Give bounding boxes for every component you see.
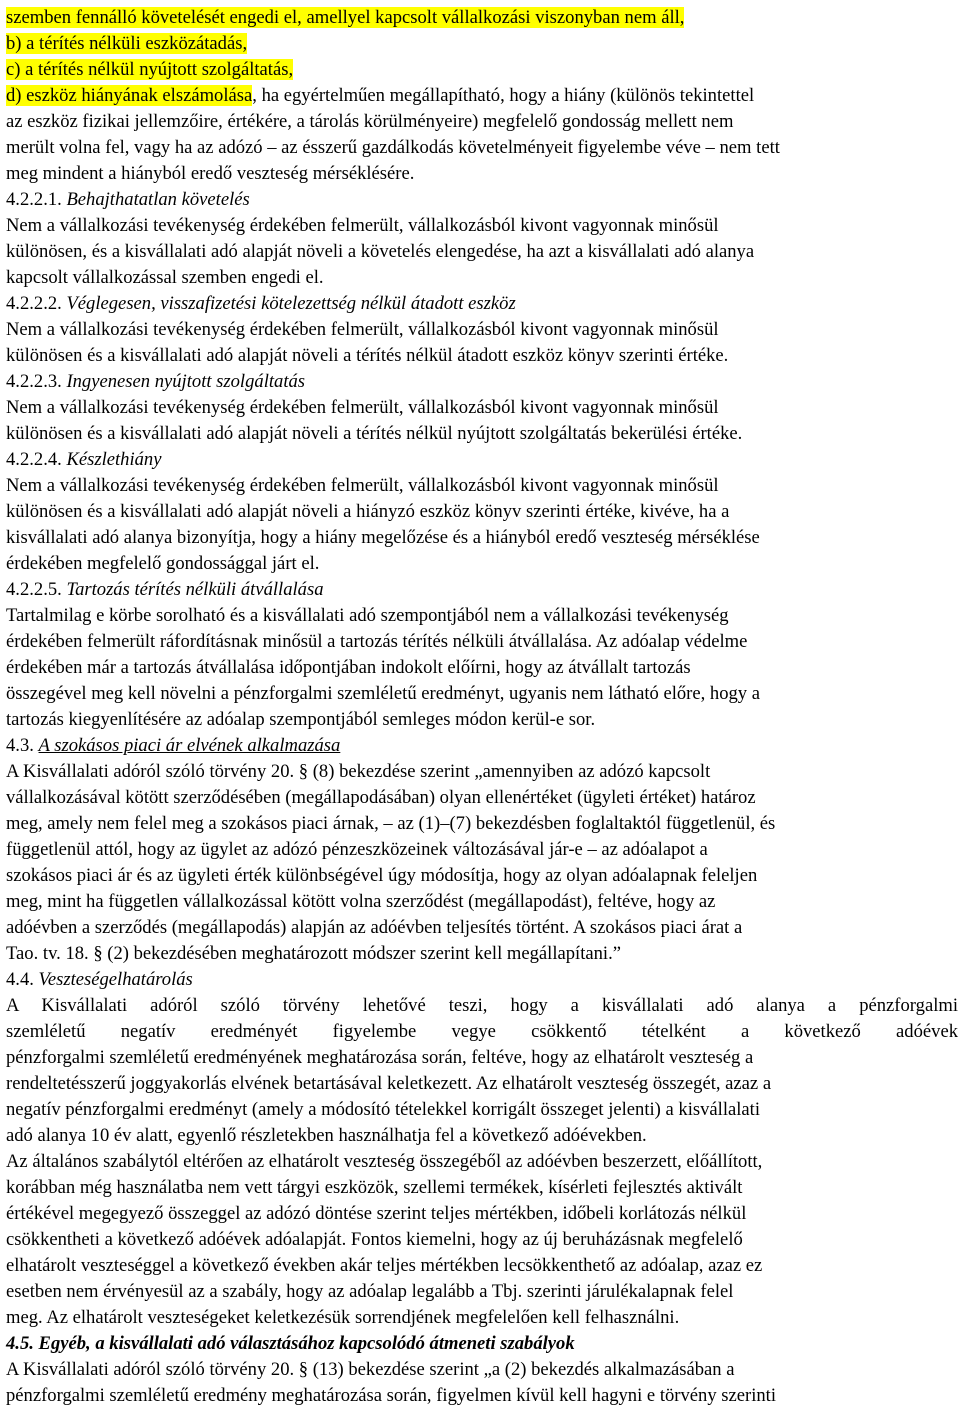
- body-text: Tartalmilag e körbe sorolható és a kisvállalati adó szempontjából nem a vállalkozási tevékenység: [6, 605, 729, 626]
- body-text: érdekében már a tartozás átvállalása időpontjában indokolt előírni, hogy az átvállalt tartozás: [6, 657, 691, 678]
- body-text: különösen és a kisvállalati adó alapját növeli a térítés nélkül átadott eszköz könyv szerinti értéke.: [6, 345, 729, 366]
- text-line: [6, 369, 958, 395]
- section-number: 4.2.2.3.: [6, 371, 67, 392]
- section-heading: Véglegesen, visszafizetési kötelezettség nélkül átadott eszköz: [66, 293, 516, 314]
- body-text: érdekében felmerült ráfordításnak minősül a tartozás térítés nélküli átvállalása. Az adóalap védelme: [6, 631, 748, 652]
- body-text: különösen, és a kisvállalati adó alapját növeli a követelés elengedése, ha azt a kisvállalati adó alanya: [6, 241, 755, 262]
- body-text: adóévben a szerződés (megállapodás) alapján az adóévben teljesítés történt. A szokásos piaci árat a: [6, 917, 743, 938]
- text-line: [6, 31, 958, 57]
- body-text: az eszköz fizikai jellemzőire, értékére, a tárolás körülményeire) megfelelő gondosság mellett nem: [6, 111, 734, 132]
- body-text: kapcsolt vállalkozással szemben engedi el.: [6, 267, 324, 288]
- body-text: Nem a vállalkozási tevékenység érdekében felmerült, vállalkozásból kivont vagyonnak minősül: [6, 215, 719, 236]
- text-line: [6, 655, 958, 681]
- text-line: [6, 1149, 958, 1175]
- text-line: [6, 57, 958, 83]
- text-line: [6, 837, 958, 863]
- text-line: [6, 395, 958, 421]
- text-line: [6, 421, 958, 447]
- text-line: [6, 161, 958, 187]
- text-line: [6, 1357, 958, 1383]
- text-line: [6, 213, 958, 239]
- text-line: [6, 863, 958, 889]
- body-text: A Kisvállalati adóról szóló törvény lehetővé teszi, hogy a kisvállalati adó alanya a pénzforgalmi: [6, 995, 958, 1016]
- text-line: [6, 603, 958, 629]
- text-line: [6, 1279, 958, 1305]
- text-line: [6, 499, 958, 525]
- text-line: [6, 109, 958, 135]
- body-text: pénzforgalmi szemléletű eredményének meghatározása során, feltéve, hogy az elhatárolt veszteség a: [6, 1047, 754, 1068]
- body-text: adó alanya 10 év alatt, egyenlő részletekben használhatja fel a következő adóévekben.: [6, 1125, 647, 1146]
- text-line: [6, 187, 958, 213]
- text-line: [6, 525, 958, 551]
- text-line: [6, 291, 958, 317]
- text-line: [6, 343, 958, 369]
- body-text: meg, mint ha független vállalkozással kötött volna szerződést (megállapodást), feltéve, hogy az: [6, 891, 716, 912]
- body-text: értékével megegyező összeggel az adózó döntése szerint teljes mértékben, időbeli korlátozás nélkül: [6, 1203, 747, 1224]
- body-text: tartozás kiegyenlítésére az adóalap szempontjából semleges módon kerül-e sor.: [6, 709, 596, 730]
- body-text: korábban még használatba nem vett tárgyi eszközök, szellemi termékek, kísérleti fejlesztés aktivált: [6, 1177, 743, 1198]
- text-line: [6, 1305, 958, 1331]
- section-number: 4.2.2.5.: [6, 579, 67, 600]
- body-text: érdekében megfelelő gondossággal járt el.: [6, 553, 320, 574]
- body-text: vállalkozásával kötött szerződésében (megállapodásában) olyan ellenértéket (ügyleti értéket) határoz: [6, 787, 756, 808]
- text-line: [6, 1045, 958, 1071]
- document-page: [6, 5, 958, 1409]
- section-heading: 4.5. Egyéb, a kisvállalati adó választásához kapcsolódó átmeneti szabályok: [6, 1333, 575, 1354]
- highlighted-text: szemben fennálló követelését engedi el, amellyel kapcsolt vállalkozási viszonyban nem áll,: [6, 7, 685, 28]
- text-line: [6, 785, 958, 811]
- section-heading: Készlethiány: [66, 449, 162, 470]
- text-line: [6, 967, 958, 993]
- text-line: [6, 759, 958, 785]
- text-line: [6, 1383, 958, 1409]
- body-text: Az általános szabálytól eltérően az elhatárolt veszteség összegéből az adóévben beszerzett, előállított,: [6, 1151, 763, 1172]
- text-line: [6, 1123, 958, 1149]
- text-line: [6, 473, 958, 499]
- text-line: [6, 1253, 958, 1279]
- body-text: A Kisvállalati adóról szóló törvény 20. § (13) bekezdése szerint „a (2) bekezdés alkalmazásában a: [6, 1359, 735, 1380]
- text-line: [6, 447, 958, 473]
- highlighted-text: c) a térítés nélkül nyújtott szolgáltatás,: [6, 59, 294, 80]
- body-text: Nem a vállalkozási tevékenység érdekében felmerült, vállalkozásból kivont vagyonnak minősül: [6, 397, 719, 418]
- body-text: merült volna fel, vagy ha az adózó – az ésszerű gazdálkodás követelményeit figyelembe véve – nem tett: [6, 137, 780, 158]
- text-line: [6, 1097, 958, 1123]
- text-line: [6, 1227, 958, 1253]
- text-line: [6, 577, 958, 603]
- text-line: [6, 1019, 958, 1045]
- body-text: kisvállalati adó alanya bizonyítja, hogy a hiány megelőzése és a hiányból eredő veszteség mérséklése: [6, 527, 760, 548]
- section-heading: Veszteségelhatárolás: [38, 969, 193, 990]
- section-number: 4.4.: [6, 969, 39, 990]
- text-line: [6, 1071, 958, 1097]
- text-line: [6, 629, 958, 655]
- section-heading: Behajthatatlan követelés: [66, 189, 250, 210]
- body-text: összegével meg kell növelni a pénzforgalmi szemléletű eredményt, ugyanis nem látható előre, hogy a: [6, 683, 761, 704]
- body-text: függetlenül attól, hogy az ügylet az adózó pénzeszközeinek változásával jár-e – az adóalapot a: [6, 839, 708, 860]
- text-line: [6, 733, 958, 759]
- body-text: különösen és a kisvállalati adó alapját növeli a hiányzó eszköz könyv szerinti értéke, kivéve, ha a: [6, 501, 730, 522]
- section-heading: Tartozás térítés nélküli átvállalása: [66, 579, 324, 600]
- section-number: 4.2.2.2.: [6, 293, 67, 314]
- body-text: meg, amely nem felel meg a szokásos piaci árnak, – az (1)–(7) bekezdésben foglaltaktól függetlenül, és: [6, 813, 776, 834]
- text-line: [6, 941, 958, 967]
- body-text: A Kisvállalati adóról szóló törvény 20. § (8) bekezdése szerint „amennyiben az adózó kapcsolt: [6, 761, 711, 782]
- text-line: [6, 551, 958, 577]
- text-line: [6, 1175, 958, 1201]
- text-line: [6, 707, 958, 733]
- section-number: 4.3.: [6, 735, 39, 756]
- text-line: [6, 1201, 958, 1227]
- highlighted-text: b) a térítés nélküli eszközátadás,: [6, 33, 248, 54]
- section-heading: Ingyenesen nyújtott szolgáltatás: [66, 371, 306, 392]
- body-text: Nem a vállalkozási tevékenység érdekében felmerült, vállalkozásból kivont vagyonnak minősül: [6, 475, 719, 496]
- text-line: [6, 915, 958, 941]
- text-line: [6, 811, 958, 837]
- body-text: , ha egyértelműen megállapítható, hogy a hiány (különös tekintettel: [252, 85, 755, 106]
- text-line: [6, 889, 958, 915]
- text-line: [6, 83, 958, 109]
- highlighted-text: d) eszköz hiányának elszámolása: [6, 85, 253, 106]
- body-text: meg mindent a hiányból eredő veszteség mérséklésére.: [6, 163, 415, 184]
- section-number: 4.2.2.1.: [6, 189, 67, 210]
- body-text: pénzforgalmi szemléletű eredmény meghatározása során, figyelmen kívül kell hagyni e törvény szerinti: [6, 1385, 776, 1406]
- text-line: [6, 135, 958, 161]
- text-line: [6, 1331, 958, 1357]
- body-text: negatív pénzforgalmi eredményt (amely a módosító tételekkel korrigált összeget jelenti) a kisvállalati: [6, 1099, 760, 1120]
- text-line: [6, 681, 958, 707]
- text-line: [6, 993, 958, 1019]
- section-number: 4.2.2.4.: [6, 449, 67, 470]
- body-text: szokásos piaci ár és az ügyleti érték különbségével úgy módosítja, hogy az olyan adóalapnak feleljen: [6, 865, 758, 886]
- text-line: [6, 317, 958, 343]
- body-text: esetben nem érvényesül az a szabály, hogy az adóalap legalább a Tbj. szerinti járulékalapnak felel: [6, 1281, 734, 1302]
- body-text: csökkentheti a következő adóévek adóalapját. Fontos kiemelni, hogy az új beruházásnak megfelelő: [6, 1229, 743, 1250]
- body-text: Nem a vállalkozási tevékenység érdekében felmerült, vállalkozásból kivont vagyonnak minősül: [6, 319, 719, 340]
- body-text: elhatárolt veszteséggel a következő években akár teljes mértékben lecsökkenthető az adóalap, azaz ez: [6, 1255, 763, 1276]
- text-line: [6, 5, 958, 31]
- body-text: szemléletű negatív eredményét figyelembe vegye csökkentő tételként a következő adóévek: [6, 1021, 958, 1042]
- body-text: rendeltetésszerű joggyakorlás elvének betartásával keletkezett. Az elhatárolt veszteség összegét, azaz a: [6, 1073, 772, 1094]
- body-text: meg. Az elhatárolt veszteségeket keletkezésük sorrendjének megfelelően kell felhasználni.: [6, 1307, 680, 1328]
- text-line: [6, 239, 958, 265]
- section-heading: A szokásos piaci ár elvének alkalmazása: [38, 735, 341, 756]
- body-text: Tao. tv. 18. § (2) bekezdésében meghatározott módszer szerint kell megállapítani.”: [6, 943, 621, 964]
- body-text: különösen és a kisvállalati adó alapját növeli a térítés nélkül nyújtott szolgáltatás bekerülési értéke.: [6, 423, 743, 444]
- text-line: [6, 265, 958, 291]
